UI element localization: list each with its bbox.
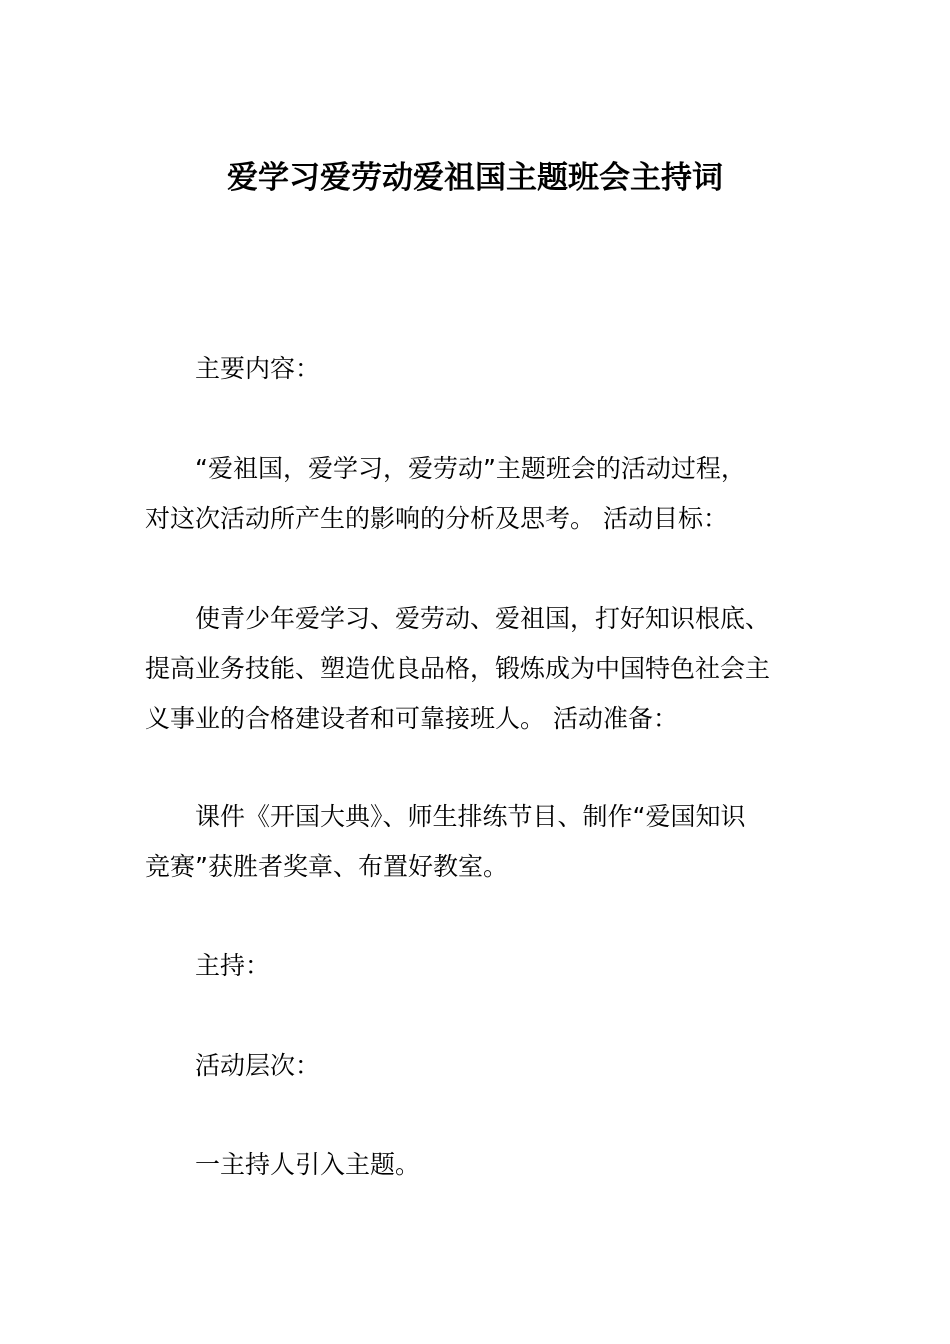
section-host bbox=[145, 941, 810, 991]
section-main-content bbox=[145, 344, 810, 394]
section-line: 主持： bbox=[195, 951, 271, 980]
section-line: 主要内容： bbox=[195, 354, 321, 383]
section-intro-topic bbox=[145, 1140, 810, 1190]
section-line: 提高业务技能、塑造优良品格，锻炼成为中国特色社会主 bbox=[145, 654, 771, 683]
section-line: 义事业的合格建设者和可靠接班人。 活动准备： bbox=[145, 704, 678, 733]
section-line: 活动层次： bbox=[195, 1051, 321, 1080]
section-activity-process bbox=[145, 444, 810, 544]
section-line: 课件《开国大典》、师生排练节目、制作“爱国知识 bbox=[195, 802, 746, 831]
section-line: 对这次活动所产生的影响的分析及思考。 活动目标： bbox=[145, 504, 728, 533]
section-activity-goal bbox=[145, 594, 810, 744]
document-title: 爱学习爱劳动爱祖国主题班会主持词 bbox=[227, 160, 723, 196]
section-activity-levels bbox=[145, 1041, 810, 1091]
section-line: 使青少年爱学习、爱劳动、爱祖国，打好知识根底、 bbox=[195, 604, 771, 633]
section-activity-preparation bbox=[145, 792, 810, 892]
section-line: “爱祖国，爱学习，爱劳动”主题班会的活动过程， bbox=[195, 454, 746, 483]
section-line: 竞赛”获胜者奖章、布置好教室。 bbox=[145, 852, 508, 881]
section-line: 一主持人引入主题。 bbox=[195, 1150, 421, 1179]
